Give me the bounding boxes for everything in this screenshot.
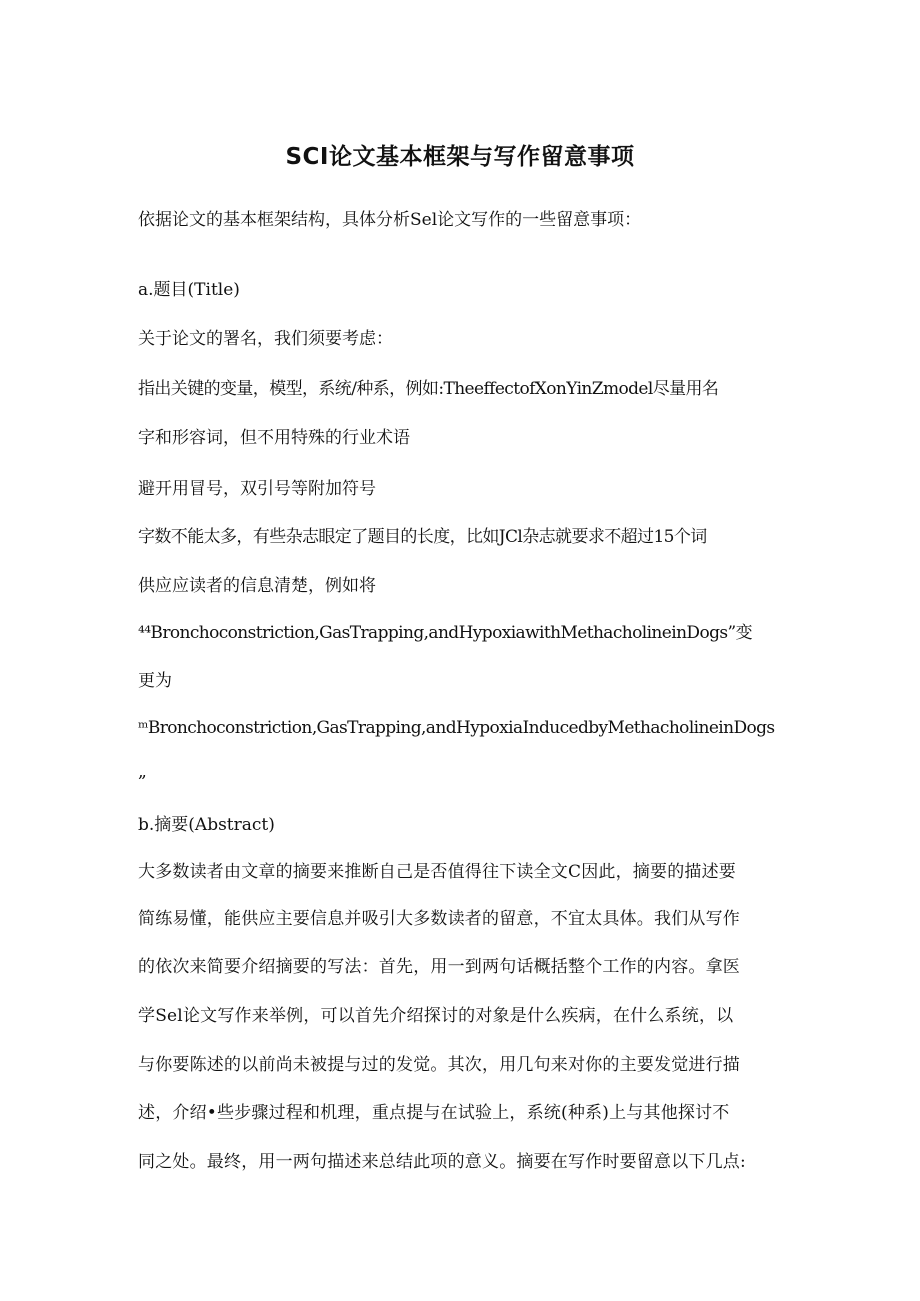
- section-a-line: ⁴⁴Bronchoconstriction,GasTrapping,andHypoxiawithMethacholineinDogs”变: [138, 623, 752, 643]
- section-a-line: 指出关键的变量，模型，系统/种系，例如:TheeffectofXonYinZmodel尽量用名: [138, 379, 719, 399]
- section-b-line: 简练易懂，能供应主要信息并吸引大多数读者的留意，不宜太具体。我们从写作: [138, 909, 740, 929]
- section-a-line: 字和形容词，但不用特殊的行业术语: [138, 428, 410, 448]
- section-b-line: 同之处。最终，用一两句描述来总结此项的意义。摘要在写作时要留意以下几点:: [138, 1152, 746, 1172]
- section-b-line: 与你要陈述的以前尚未被提与过的发觉。其次，用几句来对你的主要发觉进行描: [138, 1055, 740, 1075]
- section-a-line: ᵐBronchoconstriction‚GasTrapping,andHypoxiaInducedbyMethacholineinDogs: [138, 718, 775, 738]
- section-a-line: 字数不能太多，有些杂志眼定了题目的长度，比如JCl杂志就要求不超过15个词: [138, 527, 707, 547]
- section-a-line: 供应应读者的信息清楚，例如将: [138, 576, 376, 596]
- section-a-line: „: [138, 762, 147, 782]
- section-a-line: 关于论文的署名，我们须要考虑：: [138, 329, 393, 349]
- intro-paragraph: 依据论文的基本框架结构，具体分析Sel论文写作的一些留意事项：: [138, 210, 642, 230]
- section-a-line: 避开用冒号，双引号等附加符号: [138, 479, 376, 499]
- section-b-line: 大多数读者由文章的摘要来推断自己是否值得往下读全文C因此，摘要的描述要: [138, 862, 737, 882]
- section-b-line: 的依次来简要介绍摘要的写法：首先，用一到两句话概括整个工作的内容。拿医: [138, 957, 740, 977]
- document-title: SCI论文基本框架与写作留意事项: [285, 144, 635, 170]
- section-b-heading: b.摘要(Abstract): [138, 815, 275, 835]
- section-a-line: 更为: [138, 671, 172, 691]
- section-b-line: 述，介绍•些步骤过程和机理，重点提与在试验上，系统(种系)上与其他探讨不: [138, 1103, 730, 1123]
- section-b-line: 学Sel论文写作来举例，可以首先介绍探讨的对象是什么疾病，在什么系统，以: [138, 1006, 734, 1026]
- section-a-heading: a.题目(Title): [138, 280, 240, 300]
